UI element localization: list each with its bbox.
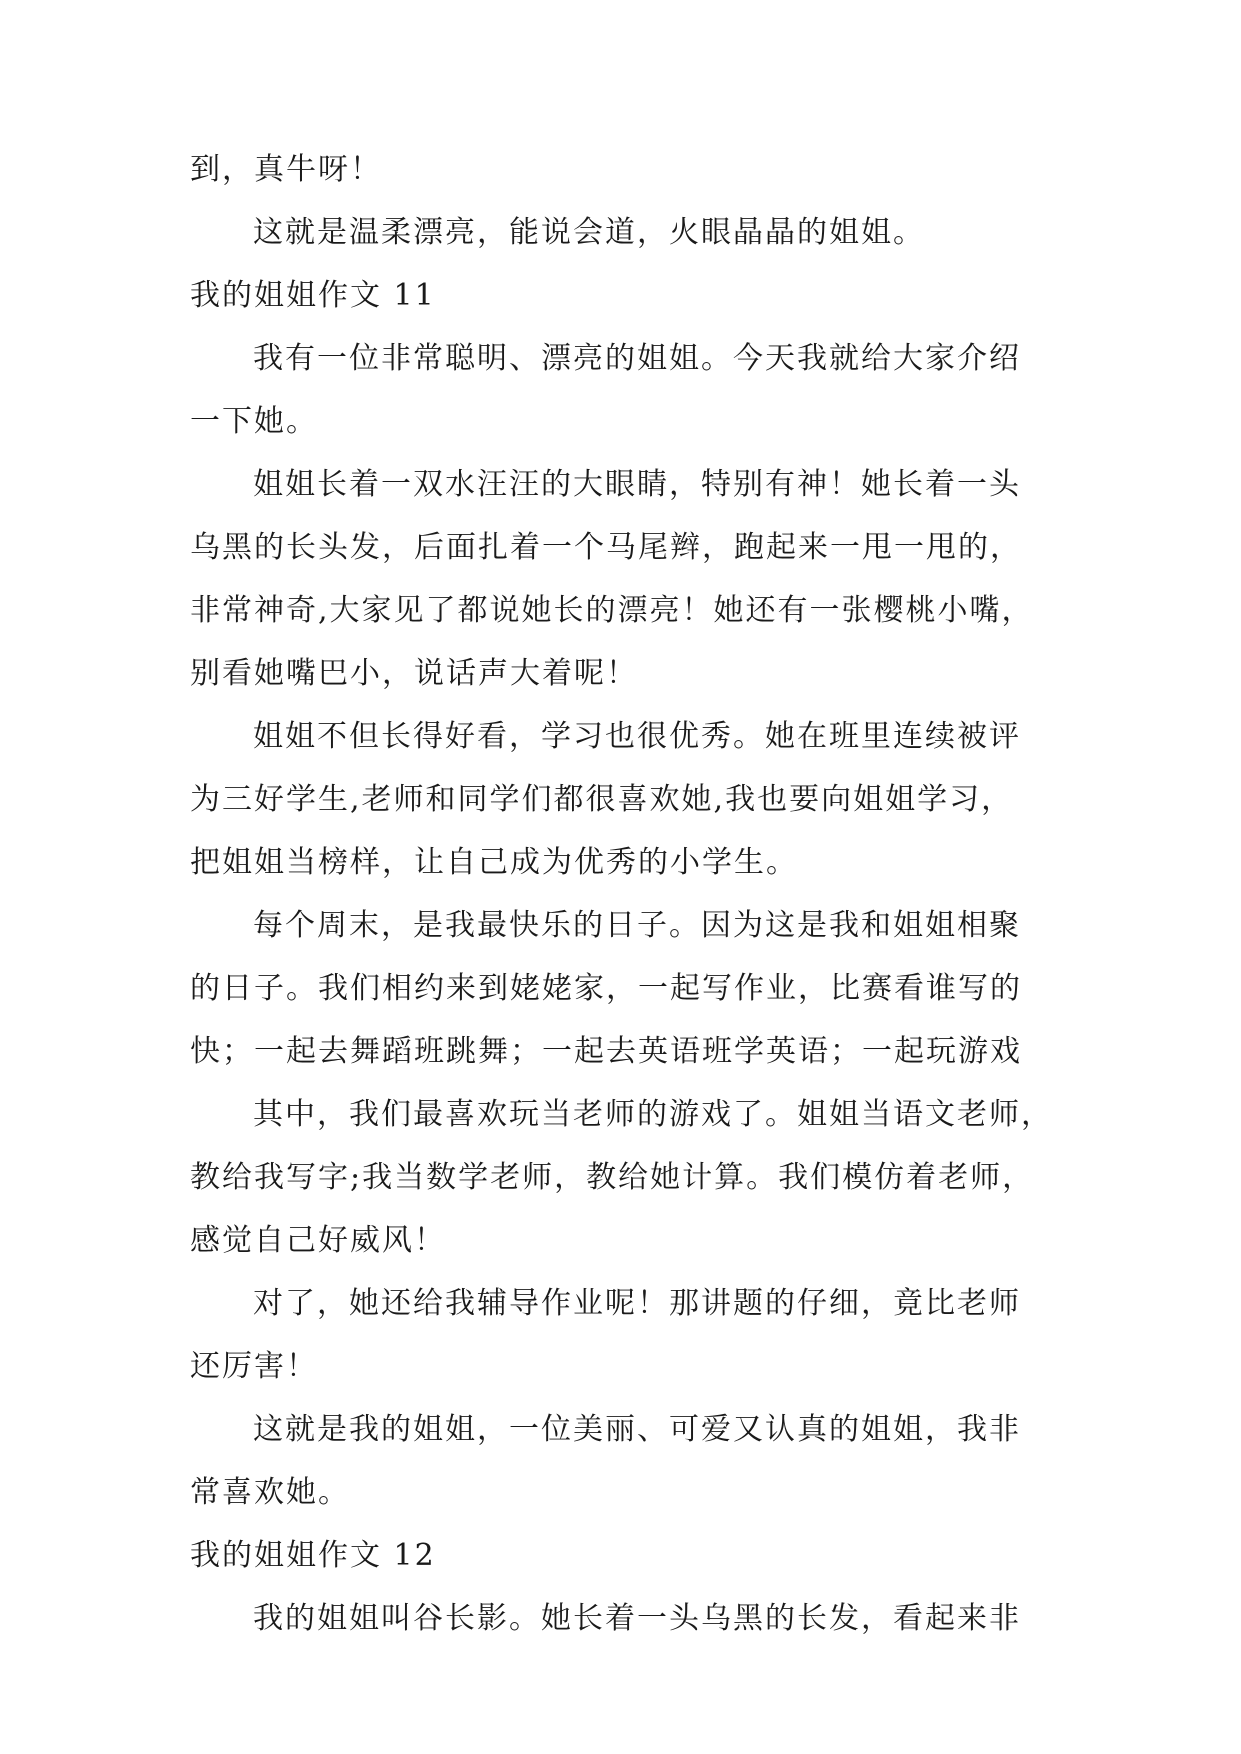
text-line: 把姐姐当榜样，让自己成为优秀的小学生。: [190, 845, 798, 880]
section-heading: 我的姐姐作文 11: [190, 278, 436, 313]
text-line: 快；一起去舞蹈班跳舞；一起去英语班学英语；一起玩游戏: [190, 1034, 1022, 1069]
text-line: 教给我写字;我当数学老师，教给她计算。我们模仿着老师，: [190, 1160, 1035, 1195]
text-line: 到，真牛呀！: [190, 152, 382, 187]
text-line: 一下她。: [190, 404, 318, 439]
text-line: 感觉自己好威风！: [190, 1223, 446, 1258]
text-line: 别看她嘴巴小，说话声大着呢！: [190, 656, 638, 691]
text-line: 每个周末，是我最快乐的日子。因为这是我和姐姐相聚: [253, 908, 1021, 943]
text-line: 我有一位非常聪明、漂亮的姐姐。今天我就给大家介绍: [253, 341, 1021, 376]
section-heading: 我的姐姐作文 12: [190, 1538, 436, 1573]
text-line: 这就是温柔漂亮，能说会道，火眼晶晶的姐姐。: [253, 215, 925, 250]
text-line: 还厉害！: [190, 1349, 318, 1384]
text-line: 常喜欢她。: [190, 1475, 350, 1510]
text-line: 我的姐姐叫谷长影。她长着一头乌黑的长发，看起来非: [253, 1601, 1021, 1636]
text-line: 乌黑的长头发，后面扎着一个马尾辫，跑起来一甩一甩的，: [190, 530, 1022, 565]
text-line: 姐姐长着一双水汪汪的大眼睛，特别有神！她长着一头: [253, 467, 1021, 502]
text-line: 姐姐不但长得好看，学习也很优秀。她在班里连续被评: [253, 719, 1021, 754]
text-line: 对了，她还给我辅导作业呢！那讲题的仔细，竟比老师: [253, 1286, 1021, 1321]
text-line: 这就是我的姐姐，一位美丽、可爱又认真的姐姐，我非: [253, 1412, 1021, 1447]
text-line: 其中，我们最喜欢玩当老师的游戏了。姐姐当语文老师，: [253, 1097, 1053, 1132]
text-line: 的日子。我们相约来到姥姥家，一起写作业，比赛看谁写的: [190, 971, 1022, 1006]
text-line: 为三好学生,老师和同学们都很喜欢她,我也要向姐姐学习，: [190, 782, 1014, 817]
text-line: 非常神奇,大家见了都说她长的漂亮！她还有一张樱桃小嘴，: [190, 593, 1034, 628]
